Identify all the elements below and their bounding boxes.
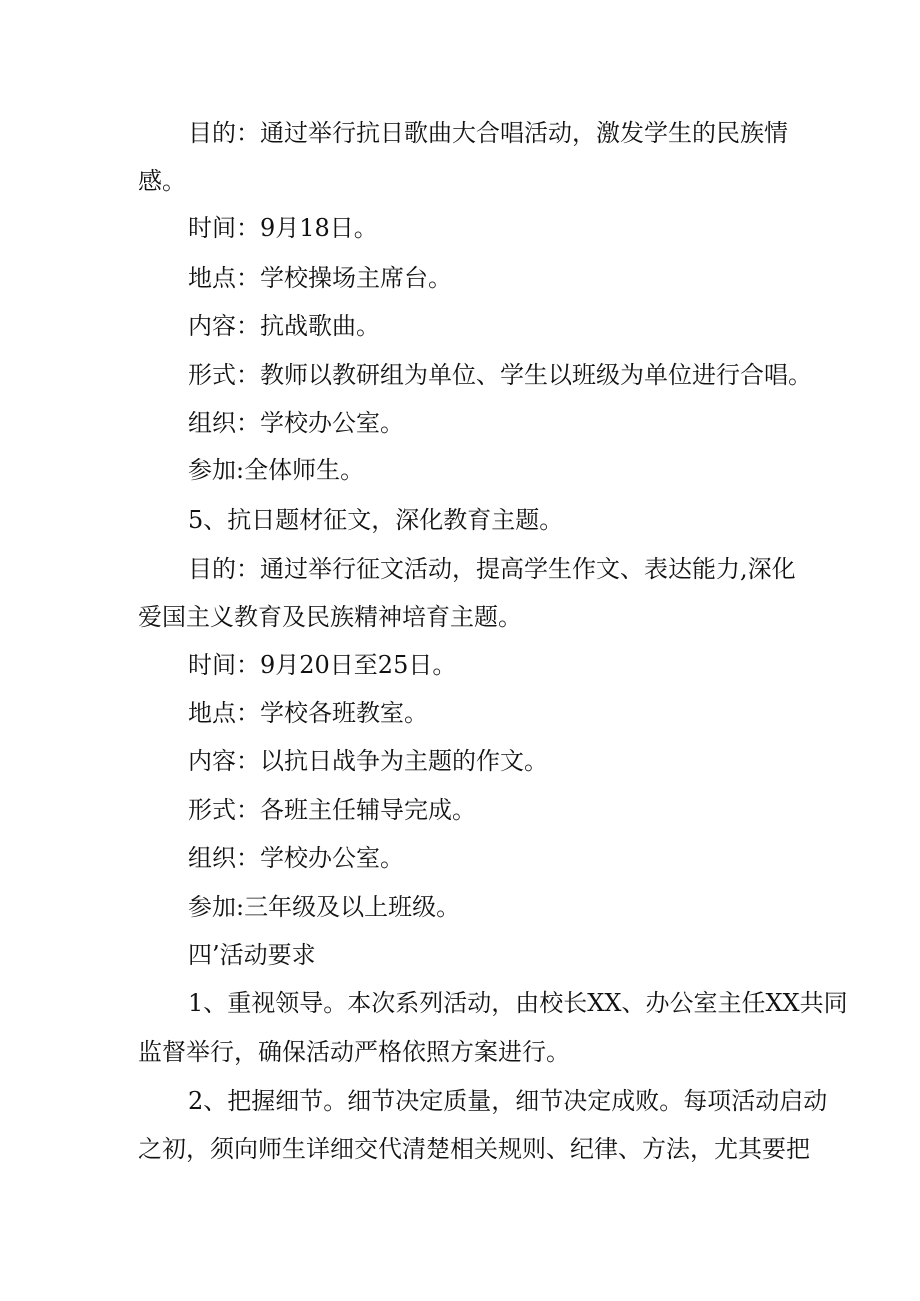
paragraph-line: 5、抗日题材征文，深化教育主题。 [188, 506, 564, 534]
paragraph-line: 组织：学校办公室。 [188, 409, 404, 437]
paragraph-line: 目的：通过举行征文活动，提高学生作文、表达能力,深化 [188, 555, 796, 583]
paragraph-line: 地点：学校各班教室。 [188, 699, 428, 727]
paragraph-line: 形式：教师以教研组为单位、学生以班级为单位进行合唱。 [188, 361, 812, 389]
paragraph-line: 参加:全体师生。 [188, 456, 365, 484]
paragraph-line: 监督举行，确保活动严格依照方案进行。 [138, 1038, 570, 1066]
paragraph-line: 地点：学校操场主席台。 [188, 264, 452, 292]
section-heading: 四’活动要求 [188, 941, 316, 969]
paragraph-line: 形式：各班主任辅导完成。 [188, 796, 476, 824]
paragraph-line: 1、重视领导。本次系列活动，由校长XX、办公室主任XX共同 [188, 989, 848, 1017]
paragraph-line: 爱国主义教育及民族精神培育主题。 [138, 603, 522, 631]
paragraph-line: 感。 [138, 167, 186, 195]
paragraph-line: 内容：抗战歌曲。 [188, 312, 380, 340]
paragraph-line: 目的：通过举行抗日歌曲大合唱活动，激发学生的民族情 [188, 119, 788, 147]
paragraph-line: 参加:三年级及以上班级。 [188, 893, 461, 921]
paragraph-line: 时间：9月20日至25日。 [188, 651, 457, 679]
paragraph-line: 内容：以抗日战争为主题的作文。 [188, 747, 548, 775]
paragraph-line: 之初，须向师生详细交代清楚相关规则、纪律、方法，尤其要把 [138, 1135, 810, 1163]
paragraph-line: 时间：9月18日。 [188, 214, 378, 242]
paragraph-line: 组织：学校办公室。 [188, 844, 404, 872]
paragraph-line: 2、把握细节。细节决定质量，细节决定成败。每项活动启动 [188, 1087, 828, 1115]
